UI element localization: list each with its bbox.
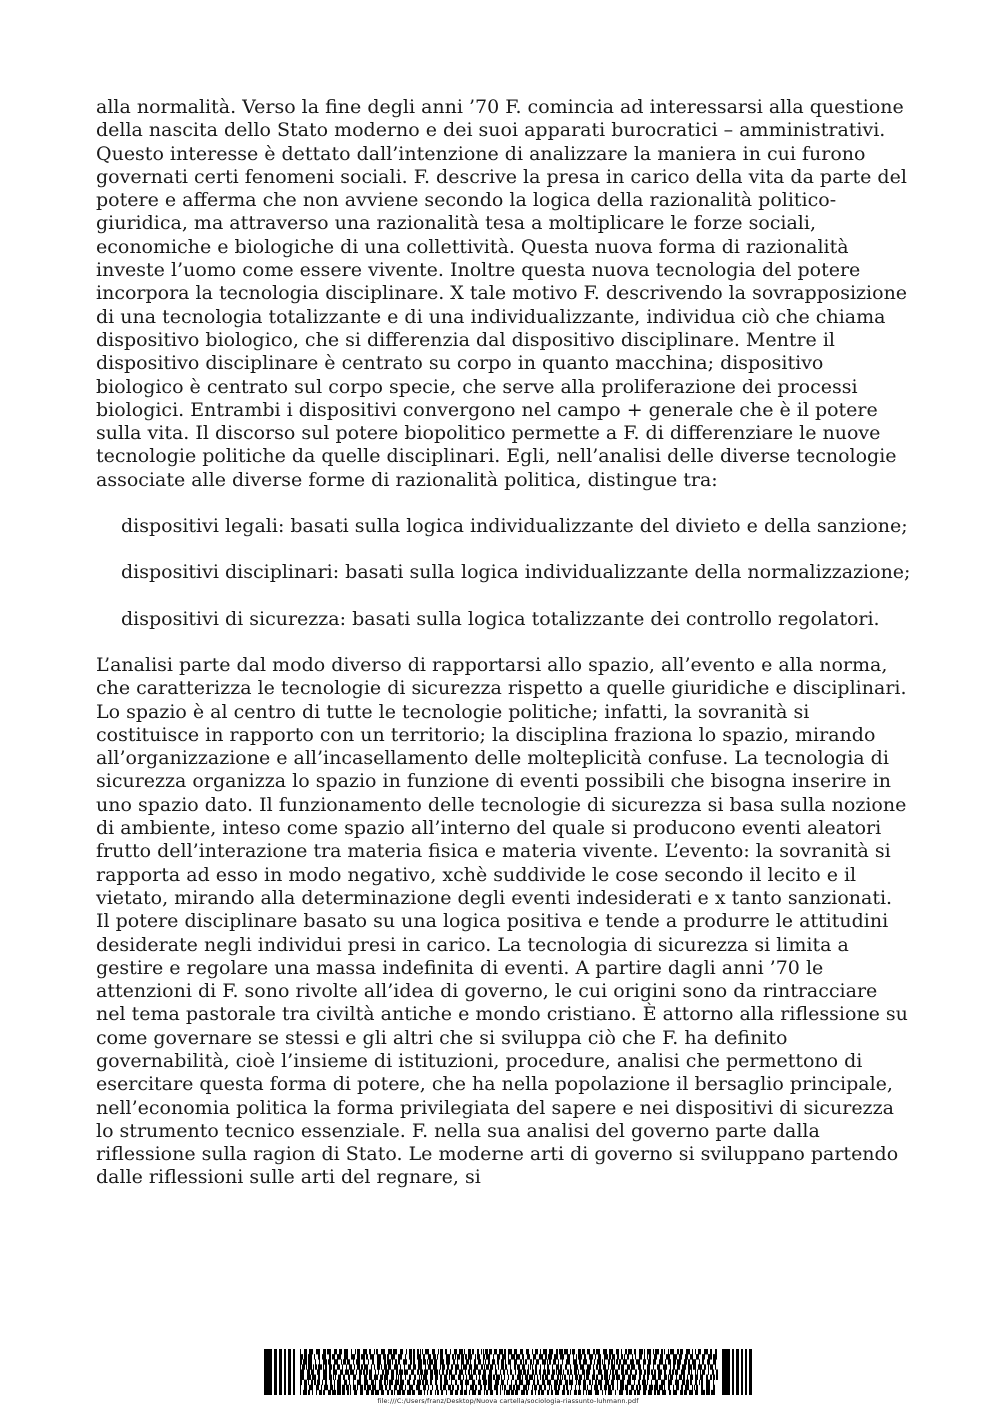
- page-footer: [264, 1349, 752, 1405]
- list-item-legal-devices: dispositivi legali: basati sulla logica individualizzante del divieto e della sanzione;: [121, 515, 908, 538]
- document-body: [96, 96, 911, 1190]
- paragraph-analysis: L’analisi parte dal modo diverso di rapportarsi allo spazio, all’evento e alla norma, che caratterizza le tecnologie di sicurezza rispetto a quelle giuridiche e disciplinari. Lo spazio è al centro di tutte le tecnologie politiche; infatti, la sovranità si costituisce in rapporto con un territorio; la disciplina fraziona lo spazio, mirando all’organizzazione e all’incasellamento delle molteplicità confuse. La tecnologia di sicurezza organizza lo spazio in funzione di eventi possibili che bisogna inserire in uno spazio dato. Il funzionamento delle tecnologie di sicurezza si basa sulla nozione di ambiente, inteso come spazio all’interno del quale si producono eventi aleatori frutto dell’interazione tra materia fisica e materia vivente. L’evento: la sovranità si rapporta ad esso in modo negativo, xchè suddivide le cose secondo il lecito e il vietato, mirando alla determinazione degli eventi indesiderati e x tanto sanzionati. Il potere disciplinare basato su una logica positiva e tende a produrre le attitudini desiderate negli individui presi in carico. La tecnologia di sicurezza si limita a gestire e regolare una massa indefinita di eventi. A partire dagli anni ’70 le attenzioni di F. sono rivolte all’idea di governo, le cui origini sono da rintracciare nel tema pastorale tra civiltà antiche e mondo cristiano. È attorno alla riflessione su come governare se stessi e gli altri che si sviluppa ciò che F. ha definito governabilità, cioè l’insieme di istituzioni, procedure, analisi che permettono di esercitare questa forma di potere, che ha nella popolazione il bersaglio principale, nell’economia politica la forma privilegiata del sapere e nei dispositivi di sicurezza lo strumento tecnico essenziale. F. nella sua analisi del governo parte dalla riflessione sulla ragion di Stato. Le moderne arti di governo si sviluppano partendo dalle riflessioni sulle arti del regnare, si: [96, 653, 908, 1189]
- list-item-disciplinary-devices: dispositivi disciplinari: basati sulla logica individualizzante della normalizzazione;: [121, 561, 911, 584]
- paragraph-intro: alla normalità. Verso la fine degli anni ’70 F. comincia ad interessarsi alla questione della nascita dello Stato moderno e dei suoi apparati burocratici – amministrativi. Questo interesse è dettato dall’intenzione di analizzare la maniera in cui furono governati certi fenomeni sociali. F. descrive la presa in carico della vita da parte del potere e afferma che non avviene secondo la logica della razionalità politico-giuridica, ma attraverso una razionalità tesa a moltiplicare le forze sociali, economiche e biologiche di una collettività. Questa nuova forma di razionalità investe l’uomo come essere vivente. Inoltre questa nuova tecnologia del potere incorpora la tecnologia disciplinare. X tale motivo F. descrivendo la sovrapposizione di una tecnologia totalizzante e di una individualizzante, individua ciò che chiama dispositivo biologico, che si differenzia dal dispositivo disciplinare. Mentre il dispositivo disciplinare è centrato su corpo in quanto macchina; dispositivo biologico è centrato sul corpo specie, che serve alla proliferazione dei processi biologici. Entrambi i dispositivi convergono nel campo + generale che è il potere sulla vita. Il discorso sul potere biopolitico permette a F. di differenziare le nuove tecnologie politiche da quelle disciplinari. Egli, nell’analisi delle diverse tecnologie associate alle diverse forme di razionalità politica, distingue tra:: [96, 96, 908, 491]
- barcode-image: [264, 1349, 752, 1395]
- file-path-label: file:///C:/Users/franz/Desktop/Nuova cartella/sociologia-riassunto-luhmann.pdf: [377, 1397, 639, 1405]
- list-item-security-devices: dispositivi di sicurezza: basati sulla logica totalizzante dei controllo regolatori.: [121, 607, 880, 630]
